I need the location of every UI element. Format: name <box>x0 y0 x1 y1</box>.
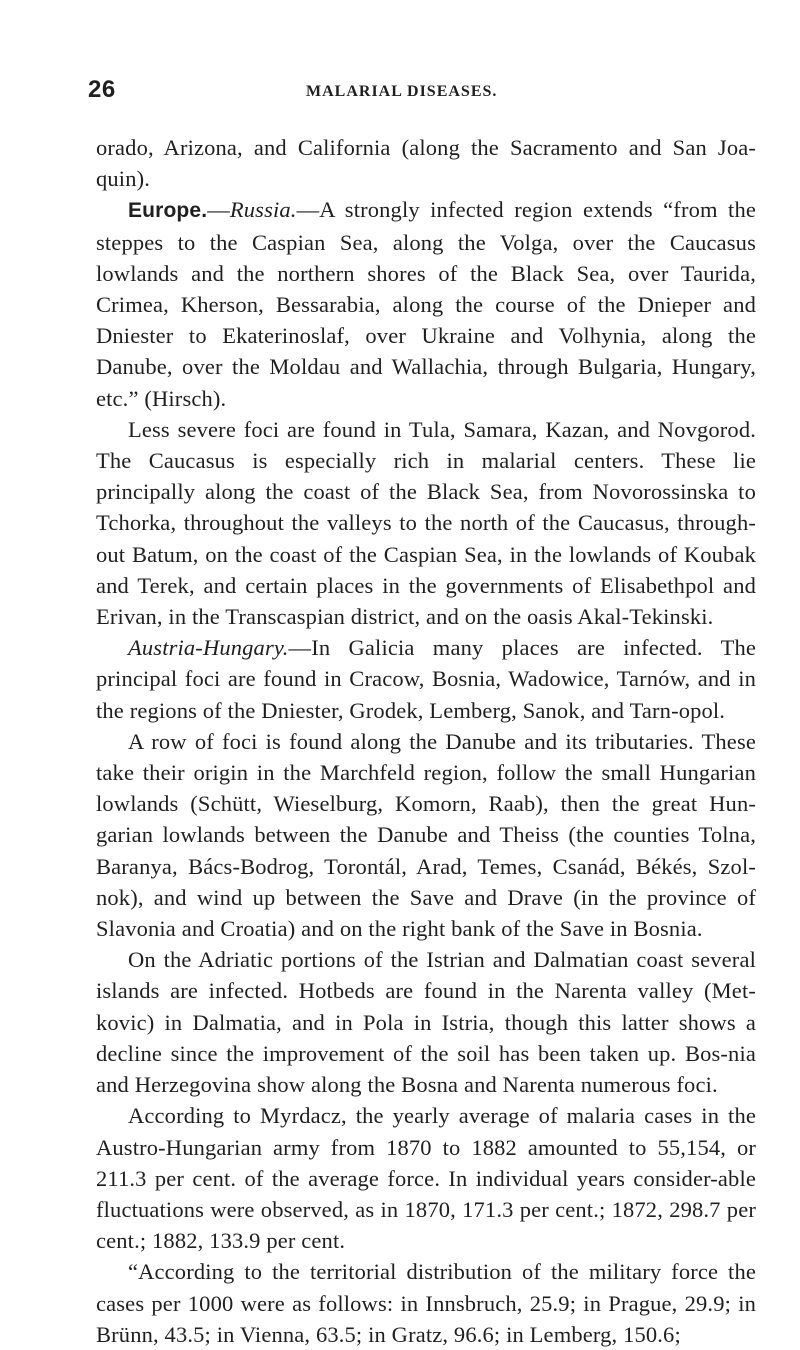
paragraph-adriatic <box>96 944 756 1100</box>
paragraph-russia-foci <box>96 414 756 632</box>
paragraph-territorial-distribution <box>96 1256 756 1350</box>
paragraph-text: “According to the territorial distribution of the military force the cases per 1000 were as follows: in Innsbruch, 25.9; in Prague, 29.9; in Brünn, 43.5; in Vienna, 63.5; in Gratz, 96.6; in Lemberg, 150.6; <box>96 1259 756 1347</box>
paragraph-continuation <box>96 132 756 194</box>
paragraph-army-statistics <box>96 1100 756 1256</box>
paragraph-text: According to Myrdacz, the yearly average of malaria cases in the Austro-Hungarian army from 1870 to 1882 amounted to 55,154, or 211.3 per cent. of the average force. In individual years consider-able fluctuations were observed, as in 1870, 171.3 per cent.; 1872, 298.7 per cent.; 1882, 133.9 per cent. <box>96 1103 756 1254</box>
body-text <box>96 132 756 1350</box>
paragraph-europe: Europe.—Russia.—A strongly infected region extends “from the steppes to the Caspian Sea, along the Volga, over the Caucasus lowlands and the northern shores of the Black Sea, over Taurida, Crimea, Kherson, Bessarabia, along the course of the Dnieper and Dniester to Ekaterinoslaf, over Ukraine and Volhynia, along the Danube, over the Moldau and Wallachia, through Bulgaria, Hungary, etc.” (Hirsch). <box>96 197 756 411</box>
paragraph-text: Less severe foci are found in Tula, Samara, Kazan, and Novgorod. The Caucasus is especially rich in malarial centers. These lie principally along the coast of the Black Sea, from Novorossinska to Tchorka, throughout the valleys to the north of the Caucasus, through-out Batum, on the coast of the Caspian Sea, in the lowlands of Koubak and Terek, and certain places in the governments of Elisabethpol and Erivan, in the Transcaspian district, and on the oasis Akal-Tekinski. <box>96 416 756 630</box>
subsection-heading-austria-hungary: Austria-Hungary. <box>128 635 289 661</box>
running-head <box>88 72 756 112</box>
subsection-heading-russia: Russia. <box>229 197 297 223</box>
paragraph-danube-foci <box>96 726 756 944</box>
paragraph-text: On the Adriatic portions of the Istrian and Dalmatian coast several islands are infected. Hotbeds are found in the Narenta valley (Met-kovic) in Dalmatia, and in Pola in Istria, though this latter shows a decline since the improvement of the soil has been taken up. Bos-nia and Herzegovina show along the Bosna and Narenta numerous foci. <box>96 947 756 1098</box>
paragraph-text: orado, Arizona, and California (along the Sacramento and San Joa-quin). <box>96 135 756 192</box>
paragraph-text: In Galicia many places are infected. The principal foci are found in Cracow, Bosnia, Wadowice, Tarnów, and in the regions of the Dniester, Grodek, Lemberg, Sanok, and Tarn-opol. <box>96 635 756 723</box>
section-heading-europe: Europe. <box>128 199 208 223</box>
paragraph-austria-hungary: Austria-Hungary.—In Galicia many places are infected. The principal foci are found in Cracow, Bosnia, Wadowice, Tarnów, and in the regions of the Dniester, Grodek, Lemberg, Sanok, and Tarn-opol. <box>96 635 756 723</box>
book-page <box>88 72 756 1350</box>
paragraph-text: A row of foci is found along the Danube and its tributaries. These take their origin in the Marchfeld region, follow the small Hungarian lowlands (Schütt, Wieselburg, Komorn, Raab), then the great Hun-garian lowlands between the Danube and Theiss (the counties Tolna, Baranya, Bács-Bodrog, Torontál, Arad, Temes, Csanád, Békés, Szol-nok), and wind up between the Save and Drave (in the province of Slavonia and Croatia) and on the right bank of the Save in Bosnia. <box>96 728 756 942</box>
page-number: 26 <box>88 76 116 103</box>
running-title: MALARIAL DISEASES. <box>306 83 498 100</box>
paragraph-text: A strongly infected region extends “from the steppes to the Caspian Sea, along the Volga, over the Caucasus lowlands and the northern shores of the Black Sea, over Taurida, Crimea, Kherson, Bessarabia, along the course of the Dnieper and Dniester to Ekaterinoslaf, over Ukraine and Volhynia, along the Danube, over the Moldau and Wallachia, through Bulgaria, Hungary, etc.” (Hirsch). <box>96 197 756 411</box>
